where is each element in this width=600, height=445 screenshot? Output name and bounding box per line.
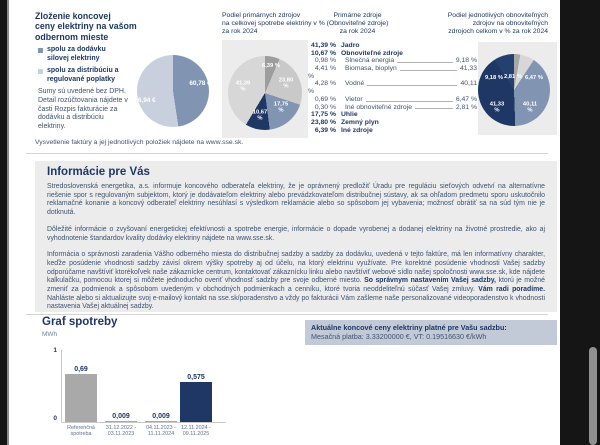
pie-label-solar: 9,18 %	[484, 74, 504, 81]
source-label: Jadro	[341, 42, 360, 49]
info-text: ktorú je možné zmeniť za podmienok a spôsobom uvedeným v obchodných podmienkach a cenníku, ktoré tvoria neoddeliteľnú súčasť Vašej zmluvy.	[47, 277, 545, 294]
pie-label-other-renewables: 2,81 %	[503, 73, 523, 80]
header-line: Podiel primárnych zdrojov	[222, 12, 301, 19]
source-label: Biomasa, bioplyn	[345, 65, 397, 73]
source-share-value: 0,30 %	[314, 103, 336, 111]
bar-group-2022-2023	[105, 352, 137, 422]
renewable-share-value: 40,11	[460, 80, 477, 88]
header-line: (Obnoviteľné zdroje)	[326, 20, 389, 28]
legend-swatch-distribution	[38, 69, 43, 74]
pie-label-distribution-cost: 66,94 €	[134, 96, 156, 104]
source-row	[308, 80, 477, 88]
legend-item-supply	[38, 46, 138, 63]
renewable-share-value: 6,47 %	[455, 95, 477, 103]
scrollbar-thumb[interactable]	[589, 347, 597, 445]
renewable-share-value: 2,81 %	[455, 103, 477, 111]
pie-label-natural-gas: 23,80 %	[278, 77, 294, 90]
source-row	[308, 57, 477, 65]
x-axis-label-2023-2024: 04.11.2023 - 11.11.2024	[146, 425, 176, 438]
renewable-share-value: 9,18 %	[455, 57, 477, 65]
bar-group-reference	[65, 352, 97, 422]
source-share-value: 4,41 %	[314, 65, 336, 73]
source-row	[308, 127, 477, 135]
bar-value-label: 0,009	[112, 413, 130, 420]
source-share-value: 0,69 %	[314, 95, 336, 103]
source-label: Iné obnoviteľné zdroje	[345, 103, 412, 111]
title-line: Zloženie koncovej	[35, 11, 111, 21]
info-text: Informácia o správnosti zaradenia Vášho odberného miesta do distribučnej sadzby a sadzby za dodávku, uvedená v tejto faktúre, má len informatívny charakter, keďže posúdenie vhodnosti sadzby závisí okrem výšky spotreby aj od účelu, na ktorý elektrinu využívate. Pre korektné posúdenie vhodnosti Vašej sadzby odporúčame navštíviť ktorékoľvek naše zákaznícke centrum, kontaktovať zákaznícku linku alebo navštíviť webové sídlo našej spoločnosti www.sse.sk, kde nájdete kalkulačku, pomocou ktorej si môžete jednoducho overiť vhodnosť sadzby pre svoje odberné miesto.	[47, 251, 545, 285]
source-label: Obnoviteľné zdroje	[341, 49, 403, 57]
info-section-heading: Informácie pre Vás	[47, 166, 150, 178]
renewables-share-pie-chart	[478, 54, 550, 126]
current-price-detail: Mesačná platba: 3.33200000 €, VT: 0.19516630 €/kWh	[311, 332, 487, 341]
x-axis-line	[61, 422, 226, 423]
pie-label-coal: 17,75 %	[273, 101, 289, 114]
source-share-value: 10,67 %	[311, 49, 336, 57]
source-row-wrap: %	[308, 72, 315, 80]
leader-line	[366, 96, 453, 102]
leader-line	[397, 57, 453, 63]
y-axis-tick-0: 0	[53, 415, 57, 422]
info-text-bold: Vám radi poradíme.	[478, 286, 545, 294]
source-row	[308, 50, 477, 58]
source-label: Vodné	[345, 80, 365, 88]
title-line: odbernom mieste	[35, 31, 109, 42]
title-line: ceny elektriny na vašom	[35, 21, 137, 32]
bar-consumption-2023-2024	[145, 421, 177, 422]
section-divider	[26, 314, 548, 315]
section-divider	[26, 153, 548, 154]
bar-consumption-2022-2023	[105, 421, 137, 422]
x-axis-label-2022-2023: 31.12.2022 - 03.11.2023	[105, 425, 137, 438]
x-axis-label-reference: Referenčná spotreba	[67, 425, 95, 438]
header-line: za rok 2024	[222, 28, 258, 36]
source-share-value: 4,28 %	[314, 80, 336, 88]
invoice-explanation-footnote: Vysvetlenie faktúry a jej jednotlivých položiek nájdete na www.sse.sk.	[35, 139, 244, 146]
leader-line	[415, 104, 453, 110]
y-axis-line	[61, 350, 62, 422]
bar-value-label: 0,575	[187, 374, 205, 381]
renewable-sources-header	[305, 12, 410, 37]
renewable-share-value: 41,33	[459, 65, 477, 73]
cost-composition-pie-chart	[137, 55, 209, 127]
bar-value-label: 0,009	[152, 413, 170, 420]
source-row	[308, 111, 477, 119]
source-row	[308, 104, 477, 112]
consumption-chart-title: Graf spotreby	[42, 316, 118, 328]
leader-line	[367, 80, 457, 86]
header-line: Podiel jednotlivých obnoviteľných	[447, 12, 548, 19]
source-row	[308, 119, 477, 127]
source-label: Vietor	[345, 95, 363, 103]
legend-label: spolu za dodávku silovej elektriny	[47, 46, 106, 62]
info-paragraph-efficiency: Dôležité informácie o zvyšovaní energetickej efektívnosti a spotrebe energie, informácie o dopade vyrobenej a dodanej elektriny na životné prostredie, ako aj vyhodnotenie štandardov kvality dodávky elektriny nájdete na www.sse.sk.	[47, 225, 545, 242]
pie-label-biomass: 41,33 %	[489, 101, 505, 114]
header-line: zdrojov na obnoviteľných	[472, 20, 548, 28]
bar-consumption-2024-2025	[180, 382, 212, 422]
pie-label-supply-cost: 60,78 €	[189, 79, 211, 87]
source-share-value: 23,80 %	[311, 118, 336, 126]
source-label: Uhlie	[341, 111, 358, 119]
y-axis-tick-1: 1	[53, 347, 57, 354]
bar-group-2023-2024	[145, 352, 177, 422]
legend-item-distribution	[38, 67, 138, 84]
info-text-bold: So správnym nastavením Vašej sadzby,	[364, 277, 496, 285]
pie-label-renewables: 10,67 %	[252, 109, 268, 122]
source-row-wrap: %	[308, 88, 315, 96]
legend-swatch-supply	[38, 48, 43, 53]
header-line: Primárne zdroje	[333, 12, 382, 19]
source-share-value: 0,98 %	[314, 57, 336, 65]
consumption-chart-unit: MWh	[42, 331, 58, 338]
info-paragraph-dispute-resolution: Stredoslovenská energetika, a.s. informuje koncového odberateľa elektriny, že je oprávnený predložiť Úradu pre reguláciu sieťových odvetví na alternatívne riešenie spor s regulovaným subjektom, ktorý je dodávateľom elektriny alebo prevádzkovateľom distribučnej sústavy, ak sa ohľadom predmetu sporu uskutočnilo reklamačné konanie a koncový odberateľ elektriny nesúhlasí s výsledkom reklamácie alebo so spôsobom jej vybavenia; možnosť obrátiť sa na súd tým nie je dotknutá.	[47, 183, 545, 217]
info-paragraph-tariff	[47, 251, 545, 312]
pie-label-other-sources: 6,39 %	[261, 62, 281, 69]
source-label: Iné zdroje	[341, 126, 373, 134]
source-row	[308, 65, 477, 73]
composition-section-title	[35, 11, 185, 42]
pie-label-nuclear: 41,39 %	[235, 80, 251, 93]
bar-group-2024-2025	[180, 352, 212, 422]
source-label: Zemný plyn	[341, 118, 379, 126]
source-row	[308, 96, 477, 104]
x-axis-label-2024-2025: 12.11.2024 - 09.11.2025	[181, 425, 211, 438]
customer-info-section	[35, 161, 557, 312]
pie-label-wind: 6,47 %	[524, 74, 544, 81]
source-share-value: 6,39 %	[314, 126, 336, 134]
invoice-document-page	[7, 0, 560, 445]
renewables-share-header	[430, 12, 548, 37]
header-line: zdrojoch celkom v % za rok 2024	[448, 28, 548, 36]
bar-reference-consumption	[65, 374, 97, 422]
composition-legend	[38, 46, 138, 131]
source-label: Slnečná energia	[345, 57, 395, 65]
current-price-box	[305, 320, 557, 345]
bar-value-label: 0,69	[74, 366, 88, 373]
source-share-value: 17,75 %	[311, 111, 336, 119]
legend-label: spolu za distribúciu a regulované poplatky	[47, 67, 119, 83]
info-text: Nahláste alebo si aktualizujte svoj e-mailový kontakt na sse.sk/poradenstvo a vždy po fakturácii Vám zašleme naše personalizované videoporadenstvo k vhodnosti nastavenia Vašej aktuálnej sadzby.	[47, 294, 545, 311]
source-share-value: 41,39 %	[311, 42, 336, 49]
pie-label-hydro: 40,11 %	[522, 101, 538, 114]
vat-note: Sumy sú uvedené bez DPH. Detail rozúčtovania nájdete v časti Rozpis fakturácie za dodávku a distribúciu elektriny.	[38, 88, 128, 130]
current-price-title: Aktuálne koncové ceny elektriny platné pre Vašu sadzbu:	[311, 323, 507, 332]
primary-sources-list	[308, 42, 477, 134]
leader-line	[400, 65, 457, 71]
header-line: za rok 2024	[339, 28, 376, 36]
header-line: na celkovej spotrebe elektriny v %	[222, 20, 325, 28]
source-row	[308, 42, 477, 50]
